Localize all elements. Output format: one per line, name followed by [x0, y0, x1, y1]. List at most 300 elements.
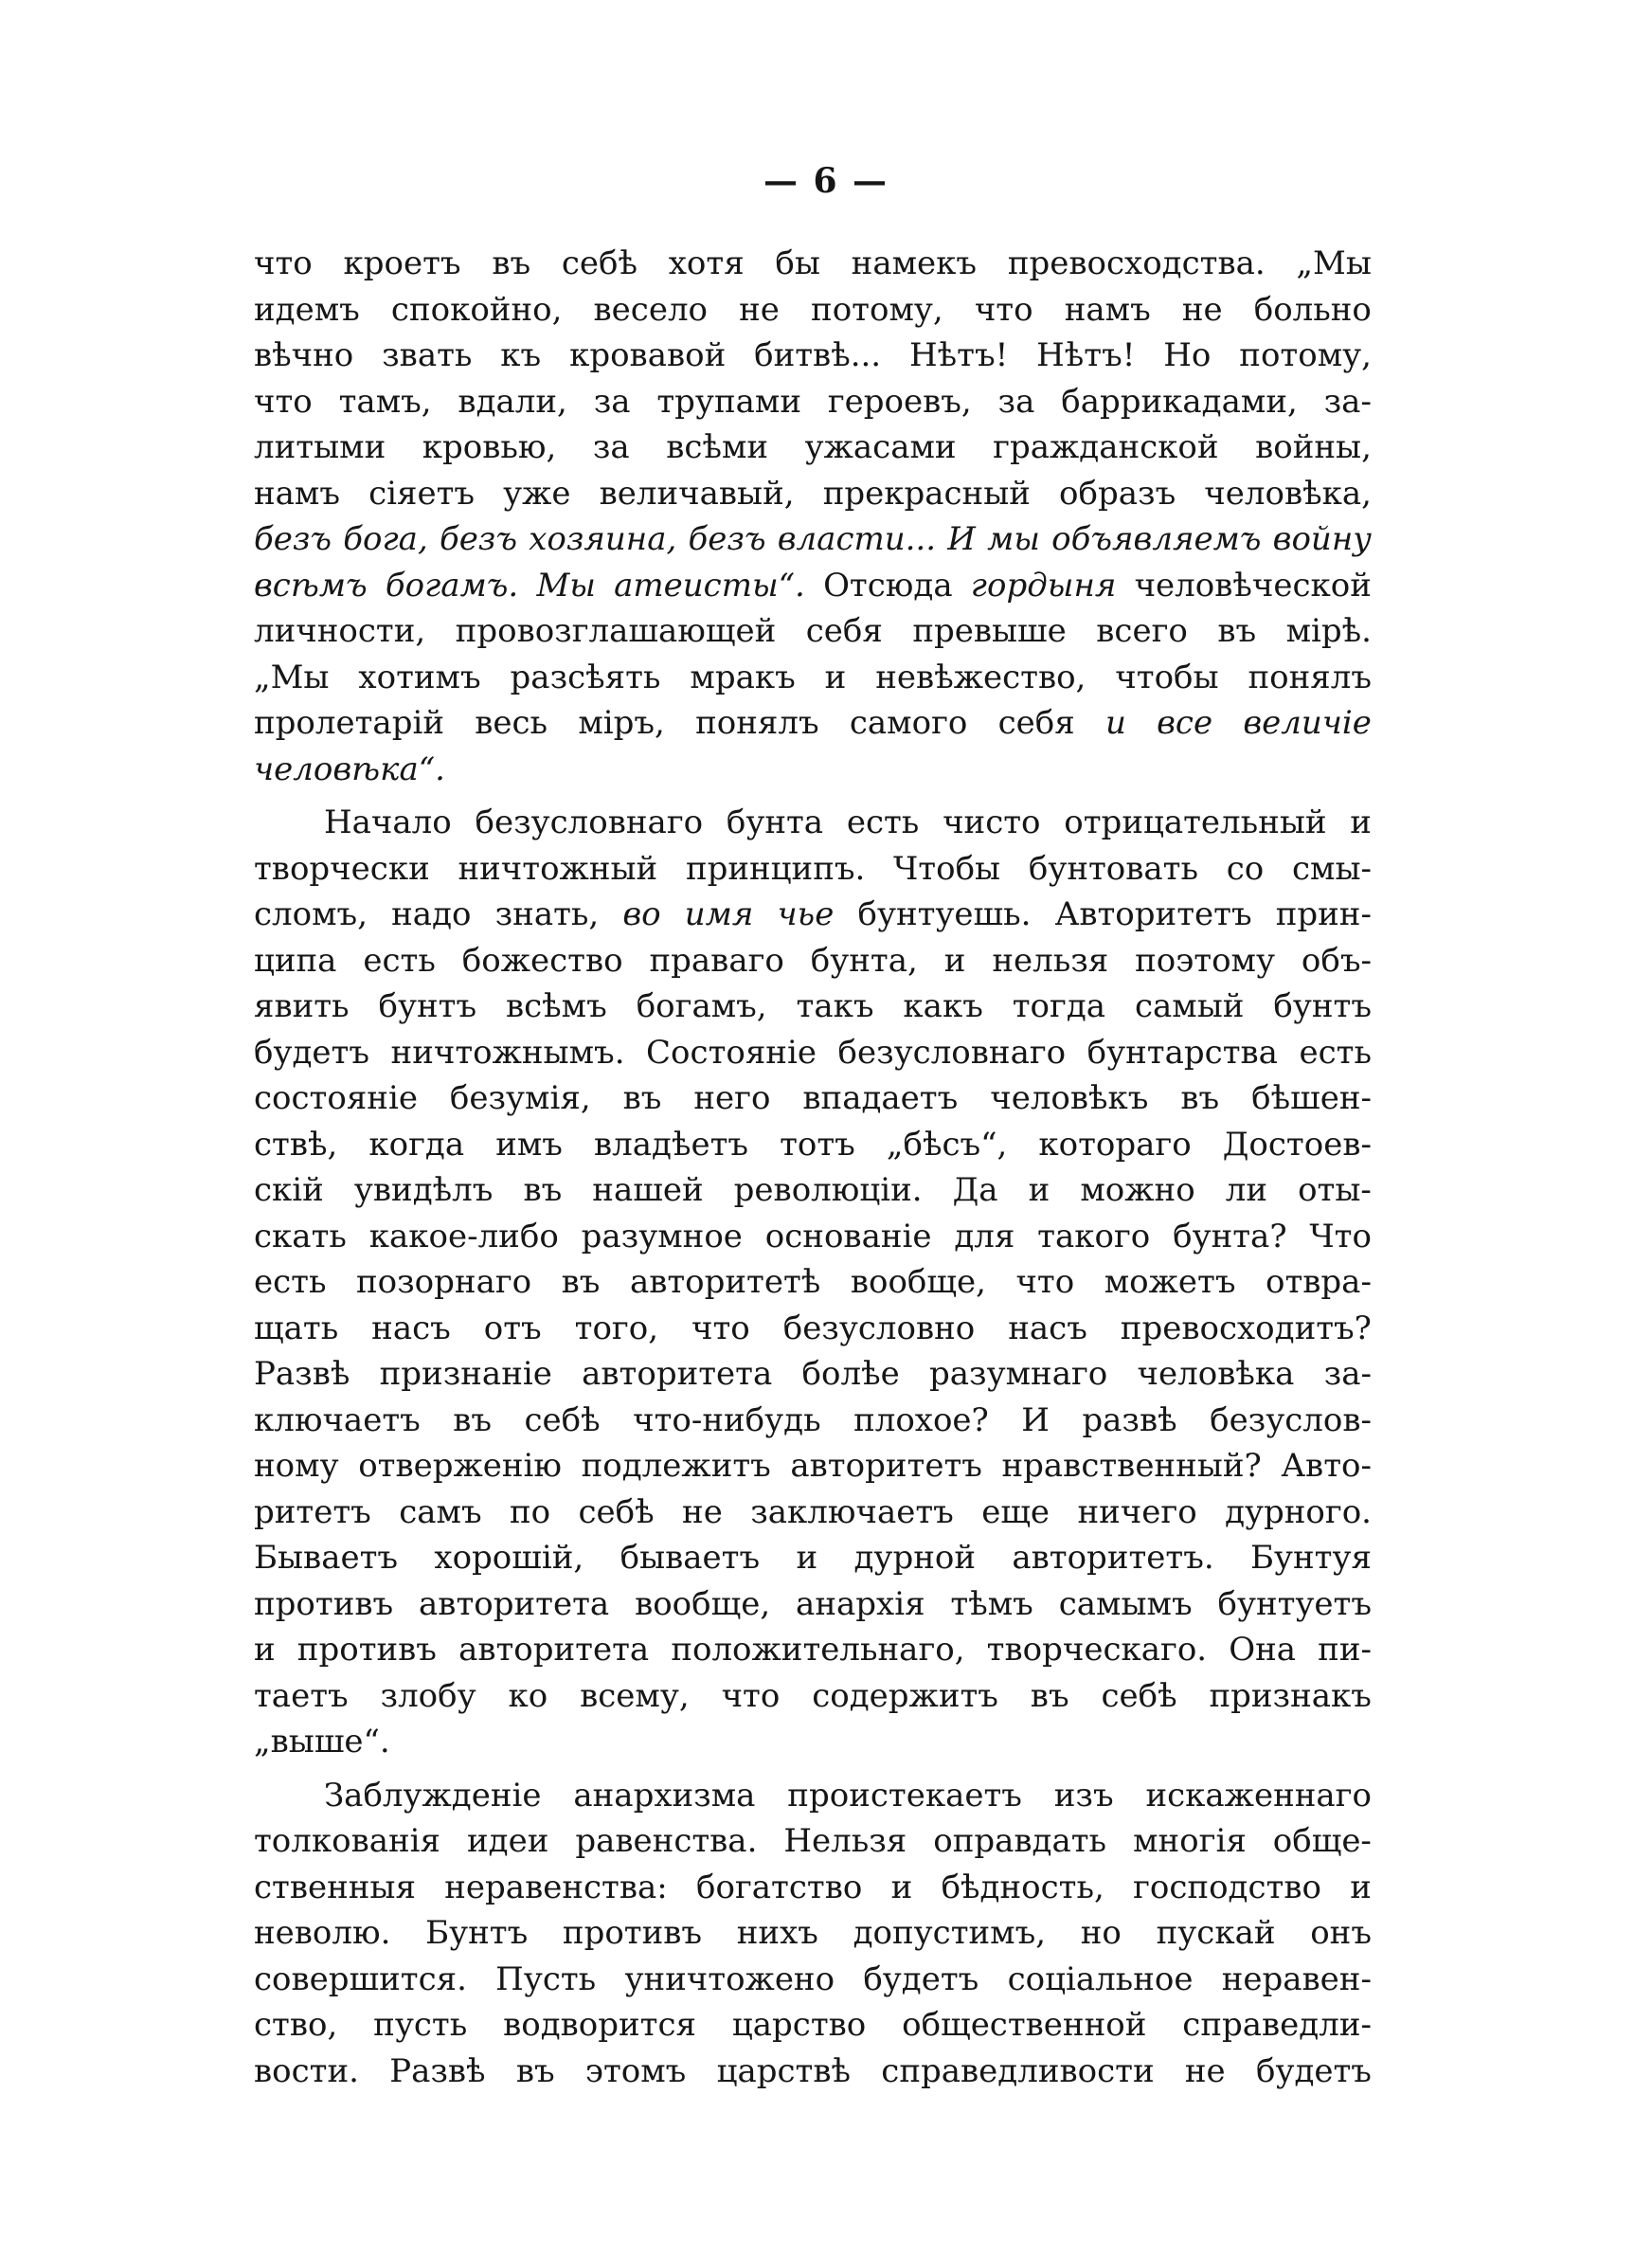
word: тотъ	[780, 1125, 855, 1164]
word: самого	[849, 704, 968, 742]
word: многія	[1133, 1822, 1247, 1860]
word: творческаго.	[986, 1631, 1208, 1669]
word: безусловно	[782, 1309, 976, 1347]
word: намъ	[254, 474, 341, 513]
word: себѣ	[1101, 1676, 1177, 1715]
word: божество	[461, 941, 623, 980]
word: личности,	[254, 612, 426, 650]
word: и	[1350, 803, 1372, 841]
word: баррикадами,	[1061, 382, 1298, 421]
word: обще-	[1272, 1822, 1372, 1860]
word: Но	[1163, 336, 1212, 374]
word: хорошій,	[434, 1539, 584, 1577]
word: за	[592, 428, 630, 466]
word: бунтъ	[378, 987, 477, 1025]
word: анархія	[796, 1584, 925, 1623]
word: дурной	[853, 1539, 976, 1577]
word: что	[254, 244, 313, 282]
word: нихъ	[736, 1914, 818, 1952]
word: самый	[1134, 987, 1245, 1025]
word: вости.	[254, 2051, 359, 2090]
word: Бываетъ	[254, 1539, 399, 1577]
word: весь	[475, 704, 548, 742]
word: можетъ	[1104, 1263, 1236, 1301]
word: безуслов-	[1210, 1400, 1372, 1439]
word: увидѣлъ	[353, 1171, 494, 1209]
word: самымъ	[1058, 1584, 1193, 1623]
word: всѣми	[666, 428, 769, 466]
word: будетъ	[254, 1033, 369, 1072]
word: развѣ	[1082, 1400, 1177, 1439]
word: величавый,	[599, 474, 795, 513]
word: бѣшен-	[1251, 1079, 1372, 1117]
word: но	[1080, 1914, 1122, 1952]
word: объ-	[1301, 941, 1372, 980]
text-line	[254, 241, 1372, 287]
word: потому,	[811, 290, 943, 329]
text-line	[254, 2049, 1372, 2095]
word: разумнаго	[929, 1355, 1108, 1393]
word: по	[509, 1492, 551, 1531]
word: не	[1184, 2051, 1226, 2090]
word: Отсюда	[823, 566, 953, 605]
word: безъ	[439, 520, 518, 558]
word: тогда	[1012, 987, 1106, 1025]
word: отъ	[483, 1309, 542, 1347]
word: плохое?	[853, 1400, 989, 1439]
word: что	[974, 290, 1033, 329]
word: образъ	[1059, 474, 1176, 513]
word: бунта?	[1173, 1217, 1287, 1255]
word: вѣчно	[254, 336, 354, 374]
word: авторитетъ	[790, 1447, 982, 1485]
word: Мы	[536, 566, 596, 605]
text-line	[254, 1214, 1372, 1260]
word: есть	[1299, 1033, 1372, 1072]
text-line	[254, 1075, 1372, 1122]
word: положительнаго,	[671, 1631, 965, 1669]
text-line	[254, 333, 1372, 379]
word: Состояніе	[646, 1033, 817, 1072]
word: человѣка,	[1204, 474, 1372, 513]
word: можно	[1080, 1171, 1195, 1209]
word: и	[796, 1539, 818, 1577]
word: всему,	[580, 1676, 690, 1715]
word: „Мы	[1296, 244, 1372, 282]
word: принципъ.	[685, 849, 866, 888]
word: чисто	[943, 803, 1041, 841]
word: кроетъ	[343, 244, 461, 282]
word: позорнаго	[356, 1263, 532, 1301]
word: всего	[1096, 612, 1188, 650]
text-line	[254, 608, 1372, 655]
word: гордыня	[970, 566, 1117, 605]
word: героевъ,	[827, 382, 972, 421]
word: сломъ,	[254, 895, 368, 933]
word: Бунтъ	[425, 1914, 529, 1952]
word: ужасами	[804, 428, 957, 466]
word: заключаетъ	[750, 1492, 954, 1531]
word: себѣ	[578, 1492, 655, 1531]
word: Авто-	[1281, 1447, 1372, 1485]
word: богамъ,	[636, 987, 767, 1025]
text-line	[254, 379, 1372, 425]
word: бунта	[726, 803, 824, 841]
word: него	[693, 1079, 771, 1117]
word: щать	[254, 1309, 339, 1347]
text-line	[254, 2002, 1372, 2049]
word: анархизма	[573, 1776, 756, 1815]
word: въ	[1217, 612, 1257, 650]
word: владѣетъ	[594, 1125, 749, 1164]
text-line	[254, 1719, 1372, 1765]
word: господство	[1133, 1868, 1321, 1906]
word: общественной	[902, 2006, 1147, 2044]
word: бываетъ	[620, 1539, 761, 1577]
word: какъ	[903, 987, 983, 1025]
word: надо	[391, 895, 472, 933]
word: изъ	[1053, 1776, 1114, 1815]
text-line	[254, 1957, 1372, 2003]
word: бога,	[343, 520, 428, 558]
text-line	[254, 1818, 1372, 1865]
text-line	[254, 1581, 1372, 1628]
word: и	[1028, 1171, 1050, 1209]
paragraph-first-line	[254, 800, 1372, 846]
word: ному	[254, 1447, 339, 1485]
word: болѣе	[801, 1355, 900, 1393]
word: нравственный?	[1001, 1447, 1262, 1485]
word: Бунтуя	[1250, 1539, 1372, 1577]
word: ли	[1225, 1171, 1268, 1209]
word: ственныя	[254, 1868, 416, 1906]
word: есть	[363, 941, 436, 980]
word: противъ	[296, 1631, 437, 1669]
text-line	[254, 938, 1372, 984]
word: И	[1021, 1400, 1050, 1439]
word: знать,	[494, 895, 600, 933]
word: противъ	[562, 1914, 703, 1952]
word: нашей	[592, 1171, 704, 1209]
word: есть	[254, 1263, 327, 1301]
word: Авторитетъ	[1054, 895, 1252, 933]
word: прекрасный	[822, 474, 1031, 513]
word: величіе	[1243, 704, 1372, 742]
word: бунтуетъ	[1217, 1584, 1372, 1623]
word: бунтовать	[1028, 849, 1198, 888]
word: революціи.	[733, 1171, 923, 1209]
word: войны,	[1255, 428, 1372, 466]
word: вдали,	[458, 382, 567, 421]
text-line	[254, 1443, 1372, 1490]
word: что-нибудь	[633, 1400, 821, 1439]
paragraph-first-line	[254, 1773, 1372, 1819]
word: мірѣ.	[1285, 612, 1372, 650]
text-line	[254, 516, 1372, 563]
word: къ	[500, 336, 542, 374]
text-line	[254, 1398, 1372, 1444]
text-line	[254, 700, 1372, 747]
word: авторитетѣ	[629, 1263, 821, 1301]
word: признаніе	[379, 1355, 552, 1393]
word: бунта,	[810, 941, 918, 980]
word: хотимъ	[358, 658, 481, 696]
word: идеи	[466, 1822, 549, 1860]
word: и	[1350, 1868, 1372, 1906]
word: идемъ	[254, 290, 360, 329]
word: разумное	[581, 1217, 743, 1255]
word: всѣмъ	[506, 987, 607, 1025]
word: для	[954, 1217, 1015, 1255]
word: литыми	[254, 428, 386, 466]
word: онъ	[1310, 1914, 1372, 1952]
word: уже	[503, 474, 571, 513]
text-line	[254, 655, 1372, 701]
word: чтобы	[1115, 658, 1219, 696]
word: того,	[574, 1309, 659, 1347]
word: себѣ	[524, 1400, 601, 1439]
word: понялъ	[695, 704, 819, 742]
word: скій	[254, 1171, 324, 1209]
word: въ	[492, 244, 531, 282]
word: бы	[775, 244, 820, 282]
word: мракъ	[690, 658, 796, 696]
word: какое-либо	[368, 1217, 559, 1255]
word: „Мы	[254, 658, 330, 696]
word: равенства.	[575, 1822, 758, 1860]
word: что	[1015, 1263, 1075, 1301]
word: признакъ	[1209, 1676, 1372, 1715]
word: трупами	[656, 382, 801, 421]
word: нельзя	[992, 941, 1109, 980]
word: что	[254, 382, 313, 421]
word: что	[721, 1676, 781, 1715]
text-line	[254, 1122, 1372, 1168]
text-line	[254, 1351, 1372, 1398]
word: въ	[561, 1263, 601, 1301]
word: авторитета	[458, 1631, 650, 1669]
word: превосходитъ?	[1120, 1309, 1372, 1347]
text-line	[254, 287, 1372, 334]
word: Заблужденіе	[324, 1776, 542, 1815]
word: войну	[1272, 520, 1372, 558]
word: еще	[981, 1492, 1050, 1531]
word: себѣ	[561, 244, 637, 282]
word: смы-	[1291, 849, 1372, 888]
word: весело	[593, 290, 709, 329]
word: праваго	[649, 941, 784, 980]
word: ципа	[254, 941, 337, 980]
word: уничтожено	[624, 1959, 835, 1998]
word: соціальное	[1007, 1959, 1194, 1998]
word: поэтому	[1135, 941, 1276, 980]
word: человѣка“.	[254, 749, 445, 788]
word: явить	[254, 987, 350, 1025]
word: вообще,	[850, 1263, 986, 1301]
word: отверженію	[358, 1447, 563, 1485]
word: и	[890, 1868, 913, 1906]
text-line	[254, 1910, 1372, 1957]
word: ничего	[1077, 1492, 1197, 1531]
word: дурного.	[1225, 1492, 1372, 1531]
text-line	[254, 846, 1372, 893]
word: царство	[731, 2006, 867, 2044]
word: битвѣ...	[754, 336, 882, 374]
word: совершится.	[254, 1959, 467, 1998]
word: и	[824, 658, 847, 696]
text-body	[254, 241, 1372, 2094]
word: человѣческой	[1134, 566, 1372, 605]
word: провозглашающей	[455, 612, 777, 650]
word: Развѣ	[254, 1355, 350, 1393]
word: состояніе	[254, 1079, 418, 1117]
page-number: — 6 —	[763, 161, 889, 201]
word: все	[1157, 704, 1213, 742]
word: со	[1226, 849, 1265, 888]
word: мы	[987, 520, 1040, 558]
word: Достоев-	[1222, 1125, 1372, 1164]
word: въ	[523, 1171, 563, 1209]
word: власти...	[777, 520, 937, 558]
word: когда	[368, 1125, 465, 1164]
word: богамъ.	[385, 566, 519, 605]
word: И	[947, 520, 976, 558]
word: будетъ	[863, 1959, 979, 1998]
word: пролетарій	[254, 704, 444, 742]
word: звать	[382, 336, 473, 374]
text-line	[254, 1627, 1372, 1673]
word: потому,	[1239, 336, 1372, 374]
word: объявляемъ	[1051, 520, 1262, 558]
text-line	[254, 1535, 1372, 1581]
text-line	[254, 1490, 1372, 1536]
word: справедли-	[1182, 2006, 1372, 2044]
word: за-	[1323, 382, 1372, 421]
text-line	[254, 1167, 1372, 1214]
word: кровью,	[422, 428, 557, 466]
word: таетъ	[254, 1676, 349, 1715]
word: скать	[254, 1217, 347, 1255]
word: Чтобы	[893, 849, 1001, 888]
word: неравен-	[1221, 1959, 1372, 1998]
word: „выше“.	[254, 1723, 390, 1760]
word: чье	[777, 895, 835, 933]
word: будетъ	[1255, 2051, 1372, 2090]
word: сіяетъ	[368, 474, 476, 513]
word: допустимъ,	[853, 1914, 1047, 1952]
word: превосходства.	[1007, 244, 1266, 282]
word: подлежитъ	[581, 1447, 771, 1485]
word: вообще,	[635, 1584, 771, 1623]
word: за	[997, 382, 1035, 421]
text-line	[254, 471, 1372, 517]
word: не	[1181, 290, 1223, 329]
word: насъ	[371, 1309, 451, 1347]
word: что	[691, 1309, 750, 1347]
word: безъ	[688, 520, 766, 558]
word: имя	[684, 895, 754, 933]
word: такъ	[796, 987, 874, 1025]
word: Да	[952, 1171, 998, 1209]
word: основаніе	[764, 1217, 932, 1255]
word: есть	[846, 803, 920, 841]
word: отвра-	[1266, 1263, 1372, 1301]
word: за	[593, 382, 631, 421]
word: безъ	[254, 520, 332, 558]
word: и	[943, 941, 966, 980]
word: котораго	[1038, 1125, 1192, 1164]
word: творчески	[254, 849, 430, 888]
text-line	[254, 1306, 1372, 1352]
text-line	[254, 424, 1372, 471]
word: въ	[1180, 1079, 1220, 1117]
word: неравенства:	[444, 1868, 668, 1906]
word: прин-	[1275, 895, 1372, 933]
word: Нельзя	[783, 1822, 907, 1860]
word: Нѣтъ!	[1036, 336, 1136, 374]
word: Она	[1229, 1631, 1297, 1669]
word: атеисты“.	[614, 566, 805, 605]
word: Что	[1309, 1217, 1372, 1255]
word: царствѣ	[716, 2051, 851, 2090]
word: намъ	[1064, 290, 1151, 329]
word: впадаетъ	[802, 1079, 959, 1117]
word: авторитета	[582, 1355, 773, 1393]
word: самъ	[399, 1492, 482, 1531]
text-line	[254, 1259, 1372, 1306]
word: ничтожный	[458, 849, 658, 888]
word: оправдать	[933, 1822, 1107, 1860]
word: понялъ	[1248, 658, 1372, 696]
word: себя	[997, 704, 1075, 742]
word: тѣмъ	[950, 1584, 1033, 1623]
text-line	[254, 984, 1372, 1030]
word: бунтарства	[1086, 1033, 1278, 1072]
word: намекъ	[851, 244, 978, 282]
word: искаженнаго	[1145, 1776, 1372, 1815]
word: неволю.	[254, 1914, 391, 1952]
word: пусть	[373, 2006, 468, 2044]
word: ключаетъ	[254, 1400, 421, 1439]
word: ничтожнымъ.	[390, 1033, 625, 1072]
word: оты-	[1298, 1171, 1372, 1209]
word: пускай	[1156, 1914, 1276, 1952]
word: не	[739, 290, 780, 329]
word: такого	[1037, 1217, 1151, 1255]
text-line	[254, 563, 1372, 609]
word: бунтуешь.	[857, 895, 1032, 933]
word: содержитъ	[812, 1676, 998, 1715]
word: Развѣ	[389, 2051, 486, 2090]
word: тамъ,	[338, 382, 432, 421]
word: всѣмъ	[254, 566, 368, 605]
word: Нѣтъ!	[909, 336, 1009, 374]
word: авторитетъ.	[1012, 1539, 1214, 1577]
word: человѣкъ	[990, 1079, 1149, 1117]
text-line	[254, 1673, 1372, 1720]
text-line	[254, 892, 1372, 938]
word: въ	[622, 1079, 662, 1117]
word: безусловнаго	[837, 1033, 1067, 1072]
text-line	[254, 747, 1372, 793]
word: бунтъ	[1273, 987, 1372, 1025]
word: насъ	[1008, 1309, 1087, 1347]
text-line	[254, 1865, 1372, 1911]
word: „бѣсъ“,	[886, 1125, 1008, 1164]
word: въ	[453, 1400, 493, 1439]
word: невѣжество,	[875, 658, 1086, 696]
word: проистекаетъ	[787, 1776, 1022, 1815]
